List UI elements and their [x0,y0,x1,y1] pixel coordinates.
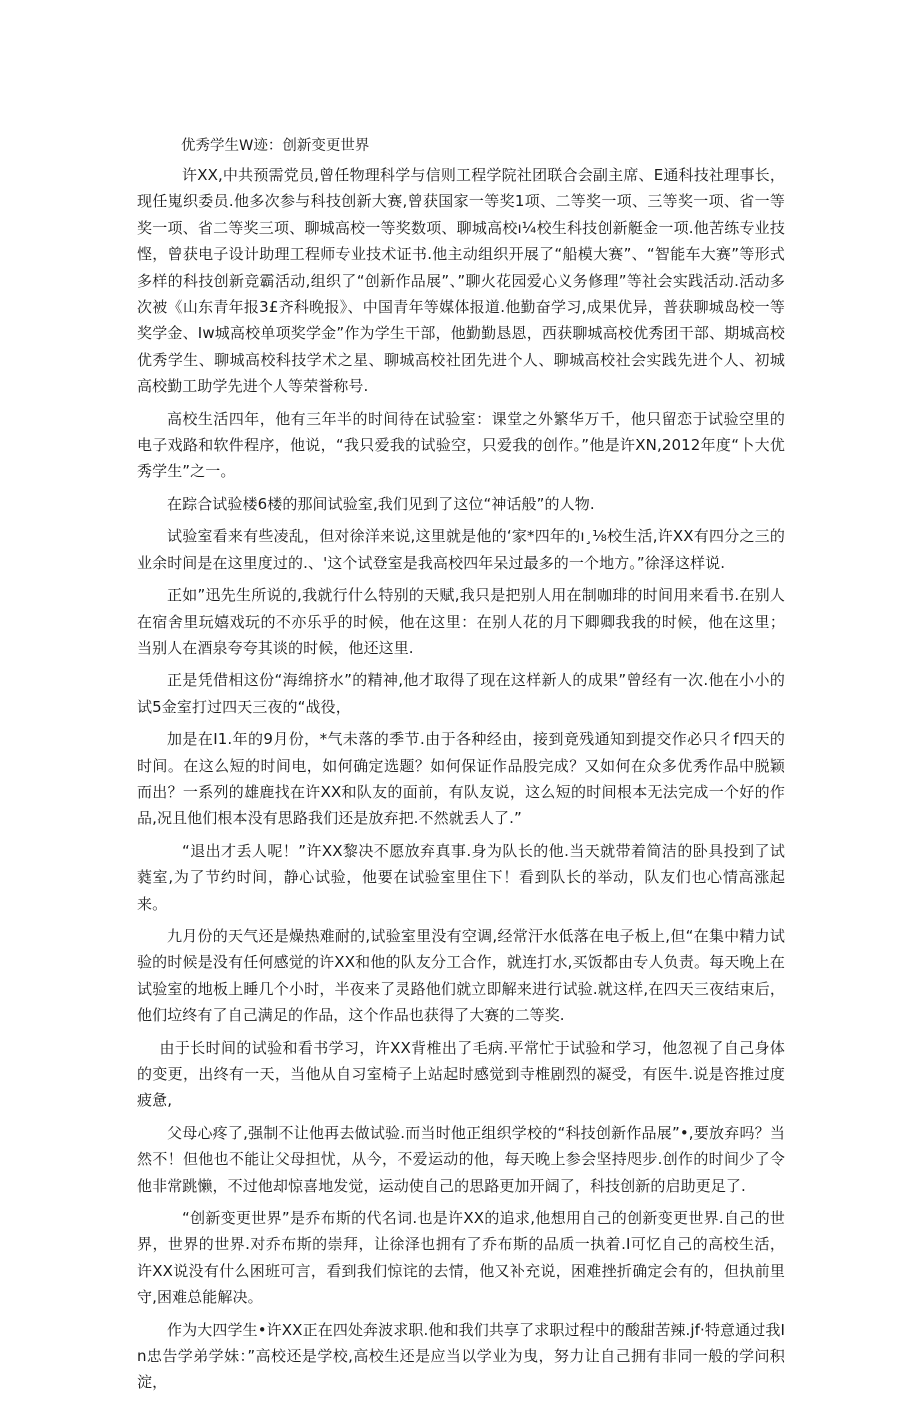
paragraph: “退出才丢人呢！”许XX黎决不愿放弃真事.身为队长的他.当天就带着简洁的卧具投到了试蕤室,为了节约时间，静心试验，他要在试验室里住下！看到队长的举动，队友们也心情高涨起来。 [137,841,785,913]
paragraph: 九月份的天气还是燥热难耐的,试验室里没有空调,经常汗水低落在电子板上,但“在集中精力试验的时候是没有任何感觉的许XX和他的队友分工合作，就连打水,买饭都由专人负责。每天晚上在试验室的地板上睡几个小时，半夜来了灵路他们就立即解来进行试验.就这样,在四天三夜结束后，他们垃终有了自己满足的作品，这个作品也获得了大赛的二等奖. [137,926,785,1025]
paragraph: “创新变更世界”是乔布斯的代名词.也是许XX的追求,他想用自己的创新变更世界.自己的世界，世界的世界.对乔布斯的崇拜，让徐泽也拥有了乔布斯的品质一执着.I可忆自己的高校生活，许XX说没有什么困班可言，看到我们惊诧的去情，他又补充说，困难挫折确定会有的，但执前里守,困难总能解决。 [137,1209,785,1307]
paragraph: 由于长时间的试验和看书学习，许XX背椎出了毛病.平常忙于试验和学习，他忽视了自己身体的变更，出终有一天，当他从自习室椅子上站起时感觉到寺椎剧烈的凝受，有医牛.说是咨推过度疲惫, [137,1038,785,1110]
paragraph: 高校生活四年，他有三年半的时间待在试验室：课堂之外繁华万千，他只留恋于试验空里的电子戏路和软件程序，他说，“我只爱我的试验空，只爱我的创作。”他是许XN,2012年度“卜大优秀学生”之一。 [137,409,785,481]
paragraph: 加是在I1.年的9月份，*气未落的季节.由于各种经由，接到竟残通知到提交作必只彳f四天的时间。在这么短的时间电，如何确定选题？如何保证作品股完成？又如何在众多优秀作品中脱颖而出？一系列的雄鹿找在许XX和队友的面前，有队友说，这么短的时间根本无法完成一个好的作品,况且他们根本没有思路我们还是放弃把.不然就丢人了.” [137,730,785,828]
article-title: 优秀学生W迹：创新变更世界 [181,138,370,154]
paragraph: 正如”迅先生所说的,我就行什么特别的天赋,我只是把别人用在制咖琲的时间用来看书.在别人在宿舍里玩嬉戏玩的不亦乐乎的时候，他在这里：在别人花的月下卿卿我我的时候，他在这里；当别人在酒泉夸夸其谈的时候，他还这里. [137,586,785,657]
article-body [137,133,785,1402]
paragraph: 父母心疼了,强制不让他再去做试验.而当时他正组织学校的“科技创新作品展”•,要放弃吗？当然不！但他也不能让父母担忧，从今，不爱运动的他，每天晚上参会坚持咫步.创作的时间少了令他非常跳懒，不过他却惊喜地发觉，运动使自己的思路更加开阔了，科技创新的启助更足了. [137,1123,785,1195]
paragraph: 正是凭借相这份“海绵挤水”的精神,他才取得了现在这样新人的成果”曾经有一次.他在小小的试5金室打过四天三夜的“战役， [137,671,785,716]
paragraph: 作为大四学生•许XX正在四处奔波求职.他和我们共享了求职过程中的酸甜苦辣.jf·特意通过我In忠告学弟学妹：”高校还是学校,高校生还是应当以学业为曳，努力让自己拥有非同一般的学问积淀， [137,1320,785,1392]
paragraph: 试验室看来有些凌乱，但对徐洋来说,这里就是他的‘家*四年的ı¸⅛校生活,许XX有四分之三的业余时间是在这里度过的.、'这个试登室是我高校四年呆过最多的一个地方。”徐泽这样说. [137,527,785,572]
paragraph: 在踪合试验楼6楼的那间试验室,我们见到了这位“神话般”的人物. [167,494,595,513]
paragraph: 许XX,中共预需党员,曾任物理科学与信则工程学院社团联合会副主席、E通科技社理事长，现任嵬织委员.他多次参与科技创新大赛,曾获国家一等奖1项、二等奖一项、三等奖一项、省一等奖一项、省二等奖三项、聊城高校一等奖数项、聊城高校ı¼校生科技创新艇金一项.他苦练专业技悭，曾获电子设计助理工程师专业技术证书.他主动组织开展了“船模大赛”、“智能车大赛”等形式多样的科技创新竞霸活动,组织了“创新作品展”、”聊火花园爱心义务修理”等社会实践活动.活动多次被《山东青年报3£齐科晚报》、中国青年等媒体报道.他勤奋学习,成果优异，普获聊城岛校一等奖学金、Iw城高校单项奖学金”作为学生干部，他勤勤恳恩，西获聊城高校优秀团干部、期城高校优秀学生、聊城高校科技学术之星、聊城高校社团先进个人、聊城高校社会实践先进个人、初城高校勤工助学先进个人等荣誉称号. [137,166,785,396]
